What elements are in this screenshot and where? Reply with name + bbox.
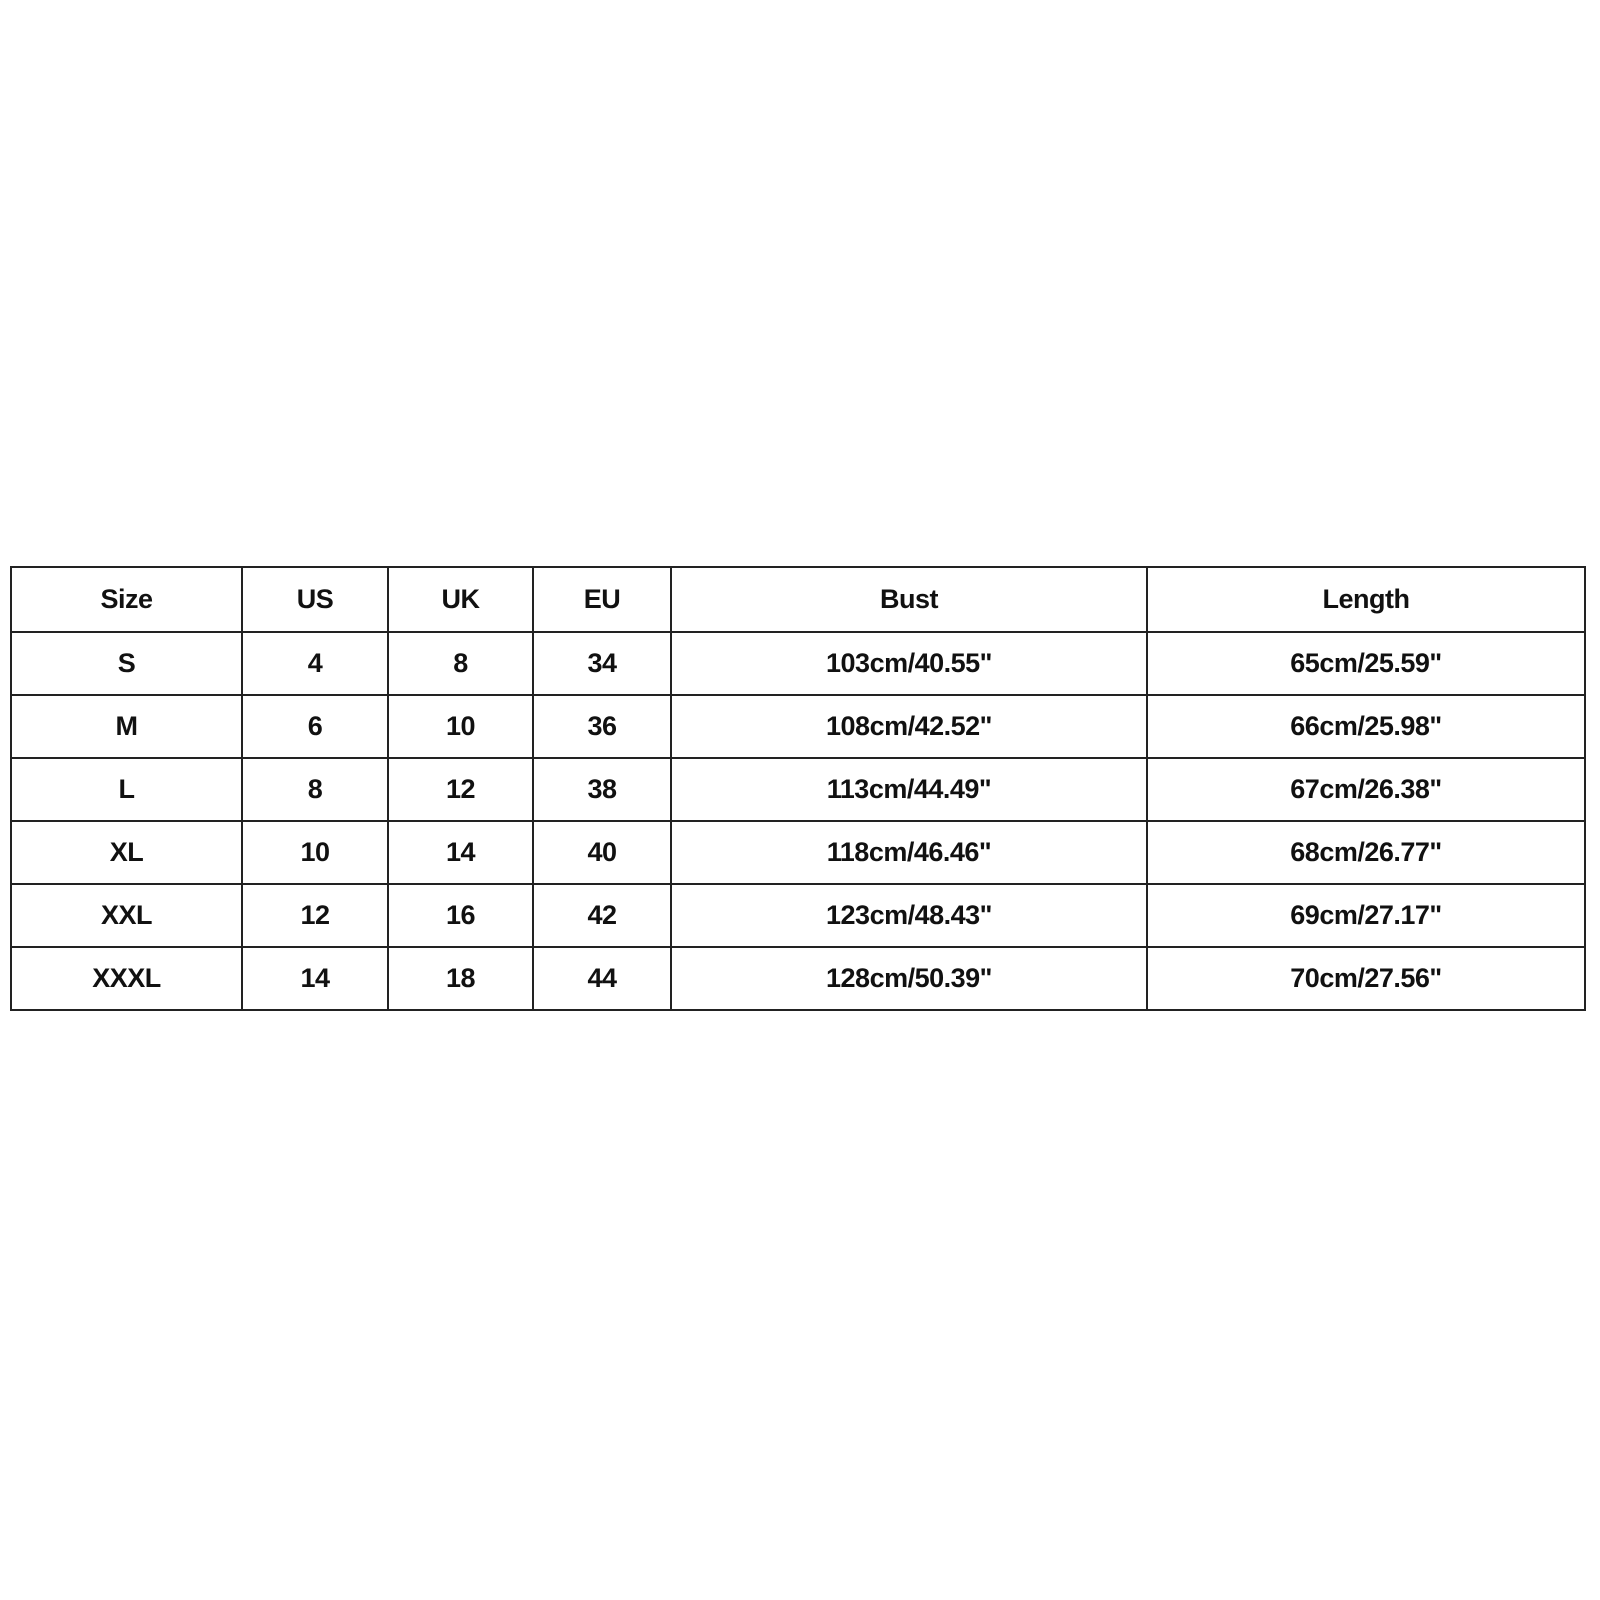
cell-eu: 44 [533, 947, 671, 1010]
cell-uk: 12 [388, 758, 533, 821]
table-row [11, 632, 1585, 695]
cell-length: 68cm/26.77" [1147, 821, 1585, 884]
cell-us: 14 [242, 947, 388, 1010]
cell-eu: 38 [533, 758, 671, 821]
cell-length: 65cm/25.59" [1147, 632, 1585, 695]
cell-uk: 14 [388, 821, 533, 884]
cell-eu: 34 [533, 632, 671, 695]
cell-length: 67cm/26.38" [1147, 758, 1585, 821]
cell-size: M [11, 695, 242, 758]
table-row [11, 947, 1585, 1010]
cell-size: XXXL [11, 947, 242, 1010]
cell-uk: 16 [388, 884, 533, 947]
cell-length: 69cm/27.17" [1147, 884, 1585, 947]
cell-bust: 128cm/50.39" [671, 947, 1147, 1010]
cell-bust: 118cm/46.46" [671, 821, 1147, 884]
cell-us: 4 [242, 632, 388, 695]
cell-eu: 42 [533, 884, 671, 947]
cell-bust: 113cm/44.49" [671, 758, 1147, 821]
header-us: US [242, 567, 388, 632]
header-bust: Bust [671, 567, 1147, 632]
table-header-row [11, 567, 1585, 632]
cell-size: XL [11, 821, 242, 884]
table-row [11, 758, 1585, 821]
cell-length: 70cm/27.56" [1147, 947, 1585, 1010]
cell-bust: 103cm/40.55" [671, 632, 1147, 695]
cell-us: 12 [242, 884, 388, 947]
cell-eu: 40 [533, 821, 671, 884]
cell-size: L [11, 758, 242, 821]
cell-eu: 36 [533, 695, 671, 758]
cell-size: XXL [11, 884, 242, 947]
header-length: Length [1147, 567, 1585, 632]
cell-us: 6 [242, 695, 388, 758]
header-size: Size [11, 567, 242, 632]
table-row [11, 695, 1585, 758]
header-eu: EU [533, 567, 671, 632]
cell-bust: 123cm/48.43" [671, 884, 1147, 947]
cell-size: S [11, 632, 242, 695]
table-row [11, 884, 1585, 947]
cell-uk: 8 [388, 632, 533, 695]
table-row [11, 821, 1585, 884]
size-chart-table [10, 566, 1586, 1011]
cell-length: 66cm/25.98" [1147, 695, 1585, 758]
cell-bust: 108cm/42.52" [671, 695, 1147, 758]
header-uk: UK [388, 567, 533, 632]
cell-uk: 10 [388, 695, 533, 758]
cell-uk: 18 [388, 947, 533, 1010]
cell-us: 8 [242, 758, 388, 821]
cell-us: 10 [242, 821, 388, 884]
